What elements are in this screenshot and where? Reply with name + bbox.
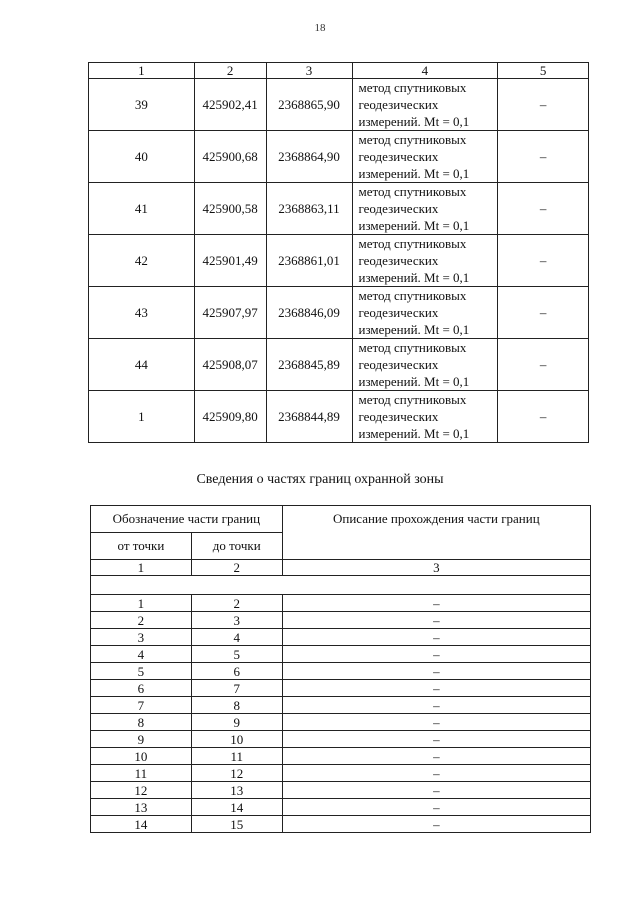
method-line: измерений. Mt = 0,1 <box>358 114 470 129</box>
boundary-parts-table <box>90 505 591 833</box>
column-number: 2 <box>194 63 266 79</box>
from-point: 8 <box>91 714 192 731</box>
method-line: метод спутниковых <box>358 184 467 199</box>
boundary-part-description-header: Описание прохождения части границ <box>282 506 590 560</box>
table-row <box>91 765 591 782</box>
part-description: – <box>282 782 590 799</box>
to-point: 11 <box>191 748 282 765</box>
from-point: 2 <box>91 612 192 629</box>
note-dash: – <box>498 183 589 235</box>
method-line: геодезических <box>358 409 439 424</box>
part-description: – <box>282 816 590 833</box>
table-row <box>91 663 591 680</box>
note-dash: – <box>498 287 589 339</box>
table-row <box>91 646 591 663</box>
table-row <box>91 714 591 731</box>
part-description: – <box>282 663 590 680</box>
parts-empty-row <box>91 576 591 595</box>
from-point-header: от точки <box>91 533 192 560</box>
from-point: 7 <box>91 697 192 714</box>
coordinate-x: 425908,07 <box>194 339 266 391</box>
table-row <box>91 782 591 799</box>
parts-header-row <box>91 506 591 533</box>
table-row <box>91 799 591 816</box>
table-row <box>89 131 589 183</box>
to-point: 14 <box>191 799 282 816</box>
table-row <box>91 629 591 646</box>
boundary-part-designation-header: Обозначение части границ <box>91 506 283 533</box>
determination-method <box>352 79 498 131</box>
to-point: 5 <box>191 646 282 663</box>
coordinate-y: 2368861,01 <box>266 235 352 287</box>
to-point-header: до точки <box>191 533 282 560</box>
from-point: 12 <box>91 782 192 799</box>
point-number: 41 <box>89 183 195 235</box>
column-number: 1 <box>91 560 192 576</box>
table-row <box>89 391 589 443</box>
from-point: 1 <box>91 595 192 612</box>
determination-method <box>352 131 498 183</box>
part-description: – <box>282 629 590 646</box>
table-row <box>91 680 591 697</box>
table-row <box>91 816 591 833</box>
section-title: Сведения о частях границ охранной зоны <box>196 472 444 487</box>
point-number: 42 <box>89 235 195 287</box>
from-point: 14 <box>91 816 192 833</box>
method-line: метод спутниковых <box>358 340 467 355</box>
coordinate-x: 425901,49 <box>194 235 266 287</box>
column-number: 3 <box>282 560 590 576</box>
determination-method <box>352 235 498 287</box>
to-point: 9 <box>191 714 282 731</box>
to-point: 12 <box>191 765 282 782</box>
to-point: 4 <box>191 629 282 646</box>
coordinate-x: 425907,97 <box>194 287 266 339</box>
table-row <box>89 287 589 339</box>
column-number: 2 <box>191 560 282 576</box>
part-description: – <box>282 697 590 714</box>
coordinate-x: 425900,58 <box>194 183 266 235</box>
table-row <box>91 612 591 629</box>
from-point: 13 <box>91 799 192 816</box>
part-description: – <box>282 680 590 697</box>
determination-method <box>352 339 498 391</box>
coordinate-y: 2368863,11 <box>266 183 352 235</box>
column-number: 5 <box>498 63 589 79</box>
method-line: измерений. Mt = 0,1 <box>358 426 470 441</box>
method-line: геодезических <box>358 149 439 164</box>
part-description: – <box>282 731 590 748</box>
coordinates-table <box>88 62 589 443</box>
page-number: 18 <box>314 22 326 34</box>
coordinate-y: 2368844,89 <box>266 391 352 443</box>
from-point: 10 <box>91 748 192 765</box>
note-dash: – <box>498 391 589 443</box>
point-number: 40 <box>89 131 195 183</box>
coordinate-y: 2368846,09 <box>266 287 352 339</box>
to-point: 13 <box>191 782 282 799</box>
part-description: – <box>282 646 590 663</box>
from-point: 4 <box>91 646 192 663</box>
coordinate-x: 425900,68 <box>194 131 266 183</box>
table-row <box>91 748 591 765</box>
from-point: 3 <box>91 629 192 646</box>
to-point: 2 <box>191 595 282 612</box>
table-row <box>91 697 591 714</box>
method-line: метод спутниковых <box>358 132 467 147</box>
part-description: – <box>282 765 590 782</box>
part-description: – <box>282 595 590 612</box>
to-point: 15 <box>191 816 282 833</box>
coordinate-x: 425902,41 <box>194 79 266 131</box>
table-row <box>91 731 591 748</box>
point-number: 39 <box>89 79 195 131</box>
method-line: геодезических <box>358 305 439 320</box>
note-dash: – <box>498 131 589 183</box>
coordinates-header-row <box>89 63 589 79</box>
method-line: измерений. Mt = 0,1 <box>358 218 470 233</box>
method-line: измерений. Mt = 0,1 <box>358 374 470 389</box>
from-point: 11 <box>91 765 192 782</box>
part-description: – <box>282 799 590 816</box>
coordinate-y: 2368845,89 <box>266 339 352 391</box>
coordinate-y: 2368865,90 <box>266 79 352 131</box>
method-line: измерений. Mt = 0,1 <box>358 322 470 337</box>
part-description: – <box>282 612 590 629</box>
determination-method <box>352 391 498 443</box>
column-number: 1 <box>89 63 195 79</box>
note-dash: – <box>498 79 589 131</box>
method-line: метод спутниковых <box>358 236 467 251</box>
to-point: 6 <box>191 663 282 680</box>
table-row <box>89 79 589 131</box>
to-point: 10 <box>191 731 282 748</box>
from-point: 5 <box>91 663 192 680</box>
from-point: 6 <box>91 680 192 697</box>
method-line: геодезических <box>358 357 439 372</box>
method-line: метод спутниковых <box>358 288 467 303</box>
method-line: метод спутниковых <box>358 80 467 95</box>
method-line: измерений. Mt = 0,1 <box>358 166 470 181</box>
coordinate-x: 425909,80 <box>194 391 266 443</box>
part-description: – <box>282 748 590 765</box>
parts-column-numbers-row <box>91 560 591 576</box>
table-row <box>89 235 589 287</box>
table-row <box>89 339 589 391</box>
point-number: 44 <box>89 339 195 391</box>
to-point: 3 <box>191 612 282 629</box>
method-line: геодезических <box>358 97 439 112</box>
table-row <box>91 595 591 612</box>
column-number: 4 <box>352 63 498 79</box>
part-description: – <box>282 714 590 731</box>
from-point: 9 <box>91 731 192 748</box>
point-number: 43 <box>89 287 195 339</box>
table-row <box>89 183 589 235</box>
determination-method <box>352 287 498 339</box>
note-dash: – <box>498 339 589 391</box>
note-dash: – <box>498 235 589 287</box>
determination-method <box>352 183 498 235</box>
to-point: 7 <box>191 680 282 697</box>
column-number: 3 <box>266 63 352 79</box>
coordinate-y: 2368864,90 <box>266 131 352 183</box>
method-line: геодезических <box>358 201 439 216</box>
to-point: 8 <box>191 697 282 714</box>
method-line: измерений. Mt = 0,1 <box>358 270 470 285</box>
method-line: метод спутниковых <box>358 392 467 407</box>
method-line: геодезических <box>358 253 439 268</box>
point-number: 1 <box>89 391 195 443</box>
